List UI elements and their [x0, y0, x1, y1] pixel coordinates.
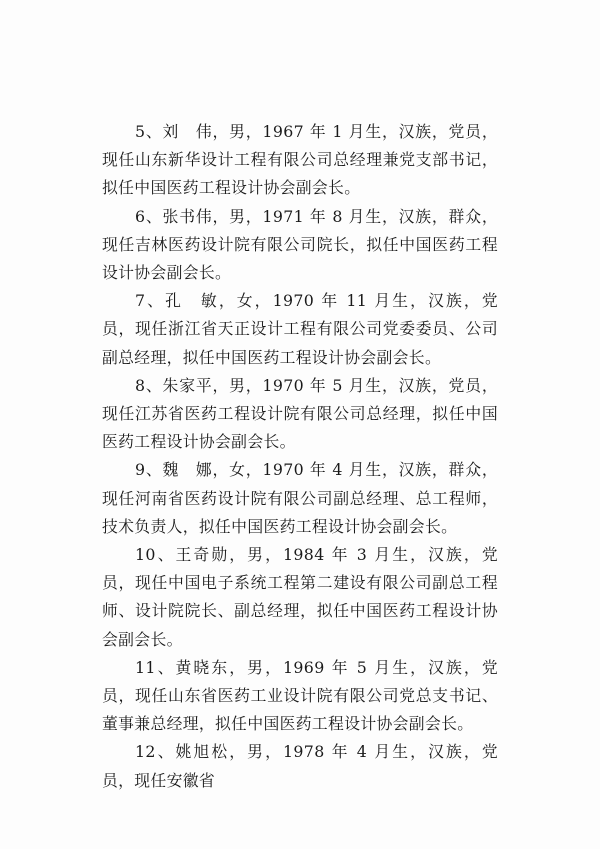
paragraph-item-5: 5、刘 伟，男，1967 年 1 月生，汉族，党员，现任山东新华设计工程有限公司总经理兼党支部书记，拟任中国医药工程设计协会副会长。	[102, 122, 498, 198]
paragraph-item-11: 11、黄晓东，男，1969 年 5 月生，汉族，党员，现任山东省医药工业设计院有限公司党总支书记、董事兼总经理，拟任中国医药工程设计协会副会长。	[102, 657, 498, 734]
paragraph-item-6: 6、张书伟，男，1971 年 8 月生，汉族，群众，现任吉林医药设计院有限公司院长，拟任中国医药工程设计协会副会长。	[102, 206, 498, 283]
paragraph-item-12: 12、姚旭松，男，1978 年 4 月生，汉族，党员，现任安徽省	[102, 742, 498, 790]
paragraph-item-10: 10、王奇勋，男，1984 年 3 月生，汉族，党员，现任中国电子系统工程第二建设有限公司副总工程师、设计院院长、副总经理，拟任中国医药工程设计协会副会长。	[102, 545, 498, 649]
paragraph-item-7: 7、孔 敏，女，1970 年 11 月生，汉族，党员，现任浙江省天正设计工程有限公司党委委员、公司副总经理，拟任中国医药工程设计协会副会长。	[102, 291, 498, 367]
paragraph-item-9: 9、魏 娜，女，1970 年 4 月生，汉族，群众，现任河南省医药设计院有限公司副总经理、总工程师，技术负责人，拟任中国医药工程设计协会副会长。	[102, 460, 498, 536]
paragraph-item-8: 8、朱家平，男，1970 年 5 月生，汉族，党员，现任江苏省医药工程设计院有限公司总经理，拟任中国医药工程设计协会副会长。	[102, 375, 498, 452]
document-body	[102, 118, 498, 795]
